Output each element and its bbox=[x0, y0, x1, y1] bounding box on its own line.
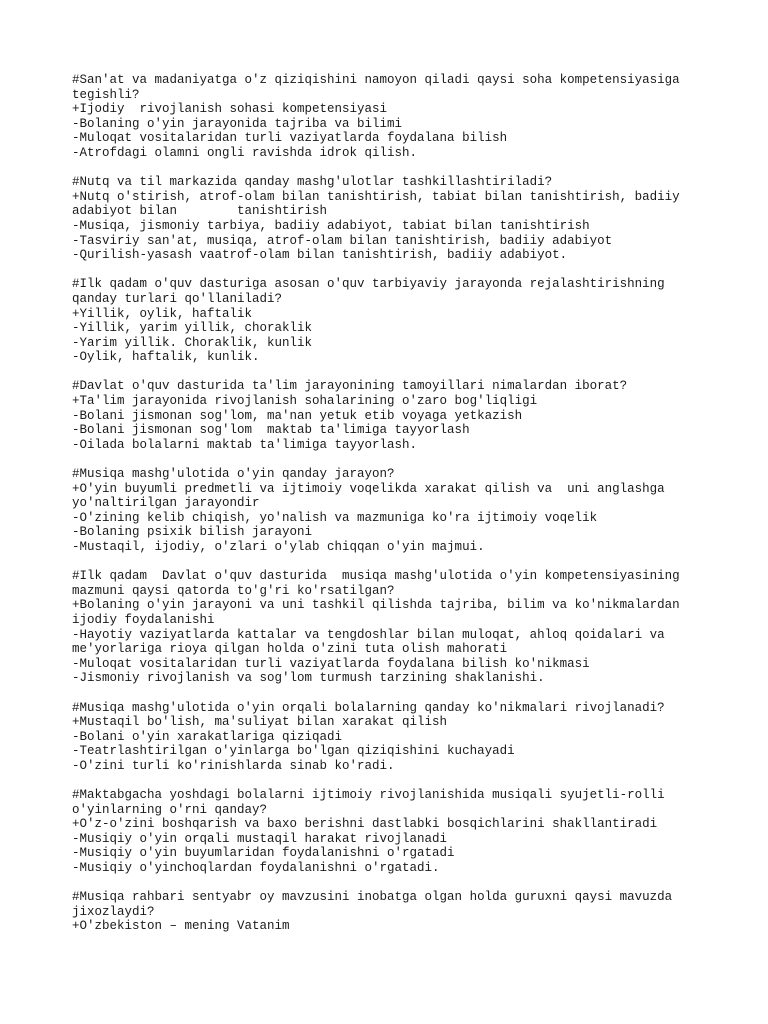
question-text: #Nutq va til markazida qanday mashg'ulotlar tashkillashtiriladi? bbox=[72, 175, 553, 190]
wrong-answer: -Yillik, yarim yillik, choraklik bbox=[72, 321, 313, 336]
wrong-answer: -Muloqat vositalaridan turli vaziyatlarda foydalana bilish bbox=[72, 131, 508, 146]
wrong-answer: -Teatrlashtirilgan o'yinlarga bo'lgan qiziqishini kuchayadi bbox=[72, 744, 515, 759]
wrong-answer: -Musiqiy o'yinchoqlardan foydalanishni o'rgatadi. bbox=[72, 861, 440, 876]
question-text: #Musiqa rahbari sentyabr oy mavzusini inobatga olgan holda guruxni qaysi mavuzda jixozlaydi? bbox=[72, 890, 680, 919]
correct-answer: +O'zbekiston – mening Vatanim bbox=[72, 919, 290, 934]
correct-answer: +Mustaqil bo'lish, ma'suliyat bilan xarakat qilish bbox=[72, 715, 448, 730]
question-block bbox=[72, 277, 712, 365]
question-text: #Davlat o'quv dasturida ta'lim jarayonining tamoyillari nimalardan iborat? bbox=[72, 379, 628, 394]
wrong-answer: -Bolani jismonan sog'lom maktab ta'limiga tayyorlash bbox=[72, 423, 470, 438]
question-text: #San'at va madaniyatga o'z qiziqishini namoyon qiladi qaysi soha kompetensiyasiga tegishli? bbox=[72, 73, 688, 102]
wrong-answer: -Bolaning psixik bilish jarayoni bbox=[72, 525, 313, 540]
question-text: #Musiqa mashg'ulotida o'yin orqali bolalarning qanday ko'nikmalari rivojlanadi? bbox=[72, 700, 665, 715]
wrong-answer: -Musiqiy o'yin orqali mustaqil harakat rivojlanadi bbox=[72, 831, 448, 846]
wrong-answer: -Bolani jismonan sog'lom, ma'nan yetuk etib voyaga yetkazish bbox=[72, 408, 523, 423]
question-block bbox=[72, 175, 712, 263]
correct-answer: +Bolaning o'yin jarayoni va uni tashkil qilishda tajriba, bilim va ko'nikmalardan ijodiy foydalanishi bbox=[72, 598, 688, 627]
wrong-answer: -Yarim yillik. Choraklik, kunlik bbox=[72, 335, 313, 350]
question-text: #Musiqa mashg'ulotida o'yin qanday jarayon? bbox=[72, 467, 395, 482]
question-block bbox=[72, 569, 712, 686]
wrong-answer: -O'zining kelib chiqish, yo'nalish va mazmuniga ko'ra ijtimoiy voqelik bbox=[72, 510, 598, 525]
question-text: #Ilk qadam Davlat o'quv dasturida musiqa mashg'ulotida o'yin kompetensiyasining mazmuni qaysi qatorda to'g'ri ko'rsatilgan? bbox=[72, 569, 688, 598]
wrong-answer: -Bolani o'yin xarakatlariga qiziqadi bbox=[72, 729, 343, 744]
question-block bbox=[72, 890, 712, 934]
question-text: #Maktabgacha yoshdagi bolalarni ijtimoiy rivojlanishida musiqali syujetli-rolli o'yinlarning o'rni qanday? bbox=[72, 788, 673, 817]
wrong-answer: -Hayotiy vaziyatlarda kattalar va tengdoshlar bilan muloqat, ahloq qoidalari va me'yorlariga rioya qilgan holda o'zini tuta olish mahorati bbox=[72, 627, 673, 657]
correct-answer: +O'yin buyumli predmetli va ijtimoiy voqelikda xarakat qilish va uni anglashga yo'naltirilgan jarayondir bbox=[72, 481, 673, 511]
question-block bbox=[72, 701, 712, 774]
wrong-answer: -Mustaqil, ijodiy, o'zlari o'ylab chiqqan o'yin majmui. bbox=[72, 540, 485, 554]
question-block bbox=[72, 379, 712, 452]
question-block bbox=[72, 467, 712, 555]
correct-answer: +Ijodiy rivojlanish sohasi kompetensiyasi bbox=[72, 102, 388, 117]
question-text: #Ilk qadam o'quv dasturiga asosan o'quv tarbiyaviy jarayonda rejalashtirishning qanday turlari qo'llaniladi? bbox=[72, 277, 673, 306]
wrong-answer: -Musiqiy o'yin buyumlaridan foydalanishni o'rgatadi bbox=[72, 846, 455, 861]
wrong-answer: -Oilada bolalarni maktab ta'limiga tayyorlash. bbox=[72, 437, 418, 452]
correct-answer: +O'z-o'zini boshqarish va baxo berishni dastlabki bosqichlarini shakllantiradi bbox=[72, 817, 658, 832]
wrong-answer: -O'zini turli ko'rinishlarda sinab ko'radi. bbox=[72, 758, 395, 773]
wrong-answer: -Muloqat vositalaridan turli vaziyatlarda foydalana bilish ko'nikmasi bbox=[72, 656, 590, 671]
wrong-answer: -Musiqa, jismoniy tarbiya, badiiy adabiyot, tabiat bilan tanishtirish bbox=[72, 218, 590, 233]
wrong-answer: -Qurilish-yasash vaatrof-olam bilan tanishtirish, badiiy adabiyot. bbox=[72, 248, 568, 263]
question-block bbox=[72, 73, 712, 161]
wrong-answer: -Oylik, haftalik, kunlik. bbox=[72, 350, 260, 365]
question-block bbox=[72, 788, 712, 876]
wrong-answer: -Jismoniy rivojlanish va sog'lom turmush tarzining shaklanishi. bbox=[72, 671, 545, 686]
wrong-answer: -Bolaning o'yin jarayonida tajriba va bilimi bbox=[72, 116, 403, 131]
document-page bbox=[72, 73, 712, 949]
correct-answer: +Ta'lim jarayonida rivojlanish sohalarining o'zaro bog'liqligi bbox=[72, 394, 538, 409]
correct-answer: +Nutq o'stirish, atrof-olam bilan tanishtirish, tabiat bilan tanishtirish, badiiy adabiyot bilan tanishtirish bbox=[72, 189, 688, 219]
correct-answer: +Yillik, oylik, haftalik bbox=[72, 306, 253, 321]
wrong-answer: -Atrofdagi olamni ongli ravishda idrok qilish. bbox=[72, 145, 418, 160]
wrong-answer: -Tasviriy san'at, musiqa, atrof-olam bilan tanishtirish, badiiy adabiyot bbox=[72, 233, 613, 248]
